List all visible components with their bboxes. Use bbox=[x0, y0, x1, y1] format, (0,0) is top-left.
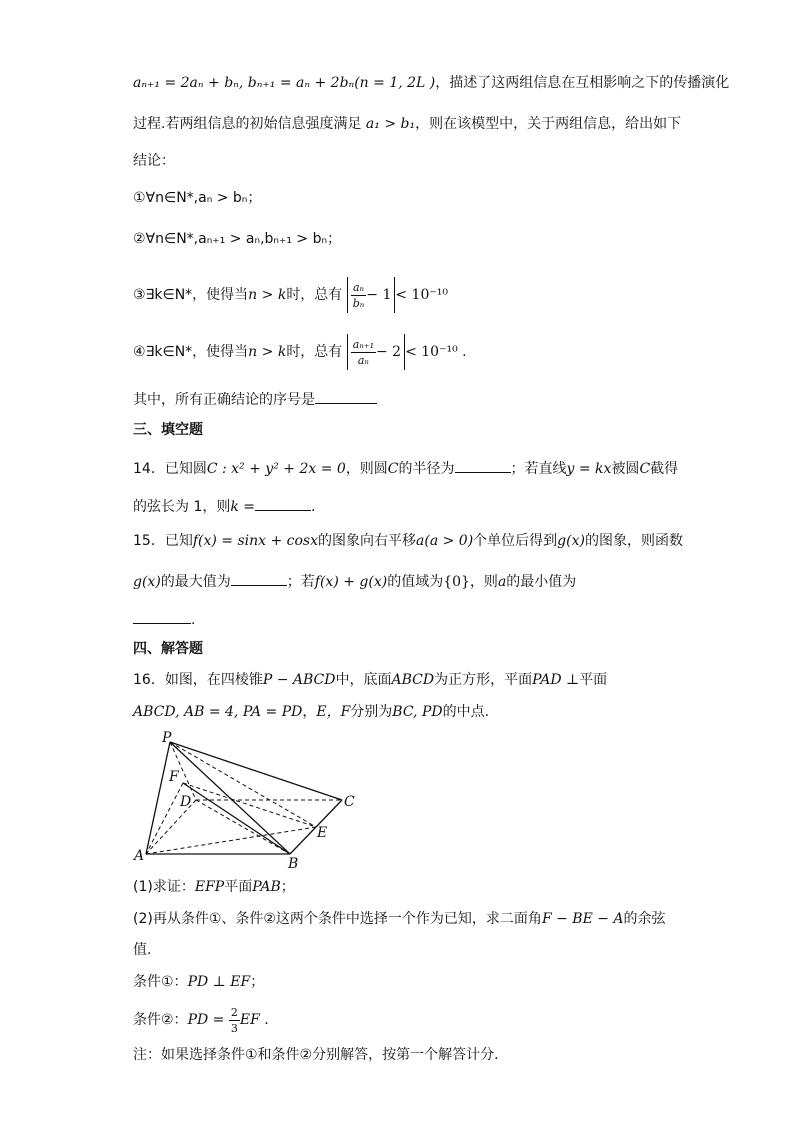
q15-t7: ，则 bbox=[469, 574, 498, 590]
q15-f: f(x) = sinx + cosx bbox=[192, 533, 319, 549]
label-P: P bbox=[162, 730, 172, 746]
section-solutions: 四、解答题 bbox=[133, 641, 203, 657]
cond2-fraction bbox=[229, 1007, 240, 1034]
q14-line-2: 的弦长为 1，则k = . bbox=[133, 496, 315, 517]
c3-condition: n > k bbox=[248, 287, 287, 303]
p1-pab: PAB bbox=[252, 879, 281, 895]
q16-t6: 的中点. bbox=[442, 704, 490, 720]
cond2-den: 3 bbox=[230, 1021, 238, 1035]
label-E: E bbox=[317, 825, 328, 841]
edge-FA bbox=[146, 783, 183, 854]
text-line-1 bbox=[133, 73, 729, 93]
q16-ef: E，F bbox=[316, 704, 351, 720]
q16-t1: 中，底面 bbox=[335, 672, 392, 688]
q14-t6: 的弦长为 1，则 bbox=[133, 499, 231, 515]
c4-num: aₙ₊₁ bbox=[352, 337, 374, 351]
q14-k: k = bbox=[230, 499, 256, 515]
p1-ef: EFP bbox=[194, 879, 225, 895]
q15-t5: ；若 bbox=[286, 574, 315, 590]
p2-text-b: 的余弦 bbox=[623, 911, 666, 927]
q14-C: C bbox=[387, 461, 399, 477]
q16-part-2-line-2: 值. bbox=[133, 942, 152, 958]
q16-given: ABCD, AB = 4, PA = PD bbox=[133, 704, 303, 720]
note-line: 注：如果选择条件①和条件②分别解答，按第一个解答计分． bbox=[133, 1047, 509, 1063]
condition-1 bbox=[133, 972, 264, 992]
c4-prefix: ④∃k∈N*，使得当 bbox=[133, 344, 249, 360]
q15-line-2 bbox=[133, 571, 576, 592]
summary-line bbox=[133, 389, 377, 410]
q16-plane: PAD ⊥ bbox=[532, 672, 580, 688]
q16-base: ABCD bbox=[391, 672, 435, 688]
c4-abs bbox=[347, 334, 405, 370]
c4-fraction bbox=[351, 339, 376, 366]
q16-pyramid: P − ABCD bbox=[262, 672, 336, 688]
cond1-eq: PD ⊥ EF bbox=[187, 974, 251, 990]
q15-line-3: . bbox=[133, 609, 195, 630]
conclusion-1: ①∀n∈N*,aₙ > bₙ； bbox=[133, 190, 262, 206]
recurrence-formula: aₙ₊₁ = 2aₙ + bₙ, bₙ₊₁ = aₙ + 2bₙ(n = 1, 2L ) bbox=[133, 75, 436, 91]
q16-part-2-line-1 bbox=[133, 909, 666, 929]
q15-shift: a(a > 0) bbox=[416, 533, 474, 549]
q15-prefix: 15．已知 bbox=[133, 533, 193, 549]
text-line-3 bbox=[133, 151, 175, 171]
label-D: D bbox=[180, 794, 192, 810]
q14-prefix: 14．已知圆 bbox=[133, 461, 207, 477]
condition-2 bbox=[133, 1004, 269, 1036]
q16-line-1 bbox=[133, 670, 607, 690]
q15-g2: g(x) bbox=[133, 574, 161, 590]
label-C: C bbox=[344, 794, 355, 810]
q14-circle: C : x² + y² + 2x = 0 bbox=[206, 461, 346, 477]
answer-blank bbox=[315, 389, 377, 404]
p1-prefix: (1)求证： bbox=[133, 879, 195, 895]
q15-t6: 的值域为 bbox=[387, 574, 444, 590]
q15-t3: 的图象，则函数 bbox=[584, 533, 683, 549]
c3-mid: 时，总有 bbox=[286, 287, 343, 303]
edge-DB bbox=[196, 800, 290, 854]
pyramid-figure bbox=[128, 726, 368, 871]
q15-t8: 的最小值为 bbox=[506, 574, 577, 590]
p1-t1: 平面 bbox=[224, 879, 253, 895]
q16-t2: 为正方形，平面 bbox=[434, 672, 533, 688]
q14-t2: 的半径为 bbox=[398, 461, 455, 477]
c3-den: bₙ bbox=[352, 296, 365, 310]
q14-line-eq: y = kx bbox=[566, 461, 612, 477]
q14-t1: ，则圆 bbox=[345, 461, 388, 477]
q16-t4: ， bbox=[302, 704, 317, 720]
edge-AE bbox=[146, 827, 316, 854]
cond2-label: 条件②： bbox=[133, 1012, 188, 1028]
q14-t5: 截得 bbox=[650, 461, 679, 477]
q15-blank-2 bbox=[133, 609, 191, 624]
q16-line-2 bbox=[133, 702, 489, 722]
q15-t2: 个单位后得到 bbox=[473, 533, 558, 549]
c3-prefix: ③∃k∈N*，使得当 bbox=[133, 287, 249, 303]
p1-t2: ； bbox=[280, 879, 295, 895]
q14-t3: ；若直线 bbox=[510, 461, 567, 477]
c3-fraction bbox=[351, 282, 367, 309]
c3-abs bbox=[347, 277, 396, 313]
label-B: B bbox=[288, 856, 299, 871]
q16-mid: BC, PD bbox=[392, 704, 443, 720]
p2-dihedral: F − BE − A bbox=[541, 911, 624, 927]
conclusion-4 bbox=[133, 334, 467, 370]
cond1-label: 条件①： bbox=[133, 974, 188, 990]
p2-text: (2)再从条件①、条件②这两个条件中选择一个作为已知，求二面角 bbox=[133, 911, 542, 927]
c4-bound: < 10⁻¹⁰ . bbox=[405, 344, 467, 360]
c3-bound: < 10⁻¹⁰ bbox=[395, 287, 448, 303]
cond2-num: 2 bbox=[230, 1005, 238, 1019]
q15-a: a bbox=[497, 574, 507, 590]
text-line-2 bbox=[133, 114, 681, 134]
c4-tail: − 2 bbox=[376, 344, 402, 360]
conclusions-heading: 结论： bbox=[133, 153, 175, 169]
q15-t1: 的图象向右平移 bbox=[318, 533, 417, 549]
q14-t4: 被圆 bbox=[611, 461, 640, 477]
q15-range: {0} bbox=[443, 574, 470, 590]
c4-den: aₙ bbox=[357, 353, 369, 367]
line2-text: 过程.若两组信息的初始信息强度满足 bbox=[133, 116, 362, 132]
q15-line-1 bbox=[133, 531, 683, 551]
q15-blank-1 bbox=[231, 571, 287, 586]
label-F: F bbox=[169, 769, 179, 785]
q14-blank-2 bbox=[255, 496, 311, 511]
q16-t3: 平面 bbox=[579, 672, 608, 688]
line1-text: ，描述了这两组信息在互相影响之下的传播演化 bbox=[435, 75, 730, 91]
q16-part-1 bbox=[133, 877, 295, 897]
q14-blank-1 bbox=[455, 458, 511, 473]
section-fill-in: 三、填空题 bbox=[133, 422, 203, 438]
q15-t4: 的最大值为 bbox=[160, 574, 231, 590]
q14-line-1 bbox=[133, 458, 678, 479]
summary-text: 其中，所有正确结论的序号是 bbox=[133, 392, 315, 408]
q14-C2: C bbox=[639, 461, 651, 477]
line2-text-b: ，则在该模型中，关于两组信息，给出如下 bbox=[415, 116, 682, 132]
cond2-rhs: EF . bbox=[239, 1012, 269, 1028]
q15-fg: f(x) + g(x) bbox=[314, 574, 388, 590]
c3-num: aₙ bbox=[353, 280, 365, 294]
conclusion-2: ②∀n∈N*,aₙ₊₁ > aₙ,bₙ₊₁ > bₙ； bbox=[133, 231, 342, 247]
c4-condition: n > k bbox=[248, 344, 287, 360]
edge-FB bbox=[183, 783, 290, 854]
c3-tail: − 1 bbox=[366, 287, 392, 303]
c4-mid: 时，总有 bbox=[286, 344, 343, 360]
edge-PA bbox=[146, 742, 170, 854]
q15-g: g(x) bbox=[557, 533, 585, 549]
q16-prefix: 16．如图，在四棱锥 bbox=[133, 672, 263, 688]
cond2-lhs: PD = bbox=[187, 1012, 225, 1028]
conclusion-3 bbox=[133, 277, 448, 313]
edge-FE bbox=[183, 783, 316, 827]
label-A: A bbox=[134, 848, 145, 864]
initial-condition: a₁ > b₁ bbox=[365, 116, 416, 132]
q16-t5: 分别为 bbox=[350, 704, 393, 720]
cond1-end: ； bbox=[250, 974, 265, 990]
